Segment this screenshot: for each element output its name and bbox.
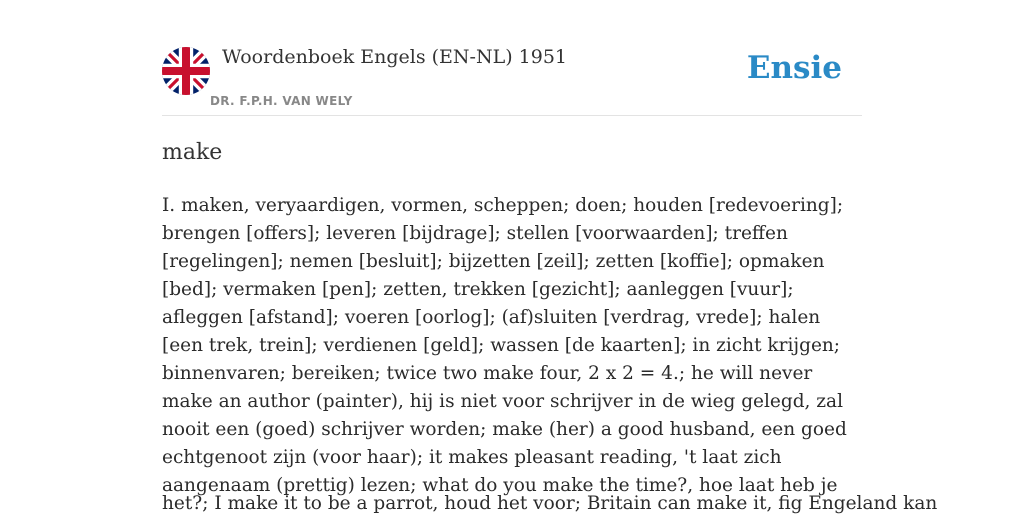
dictionary-title[interactable]: Woordenboek Engels (EN-NL) 1951 xyxy=(222,46,567,68)
entry-headword: make xyxy=(162,140,223,165)
uk-flag-icon xyxy=(162,47,210,95)
dictionary-author: DR. F.P.H. VAN WELY xyxy=(210,94,353,108)
header-divider xyxy=(162,115,862,116)
entry-definition: I. maken, veryaardigen, vormen, scheppen; doen; houden [redevoering]; brengen [offers]; leveren [bijdrage]; stellen [voorwaarden]; treffen [regelingen]; nemen [besluit]; bijzetten [zeil]; zetten [koffie]; opmaken [bed]; vermaken [pen]; zetten, trekken [gezicht]; aanleggen [vuur]; afleggen [afstand]; voeren [oorlog]; (af)sluiten [verdrag, vrede]; halen [een trek, trein]; verdienen [geld]; wassen [de kaarten]; in zicht krijgen; binnenvaren; bereiken; twice two make four, 2 x 2 = 4.; he will never make an author (painter), hij is niet voor schrijver in de wieg gelegd, zal nooit een (goed) schrijver worden; make (her) a good husband, een goed echtgenoot zijn (voor haar); it makes pleasant reading, 't laat zich aangenaam (prettig) lezen; what do you make the time?, hoe laat heb je xyxy=(162,195,847,496)
entry-definition-continued: het?; I make it to be a parrot, houd het voor; Britain can make it, fig Engeland kan xyxy=(162,493,938,514)
ensie-logo-link[interactable]: Ensie xyxy=(746,50,842,86)
dictionary-header xyxy=(162,44,862,116)
